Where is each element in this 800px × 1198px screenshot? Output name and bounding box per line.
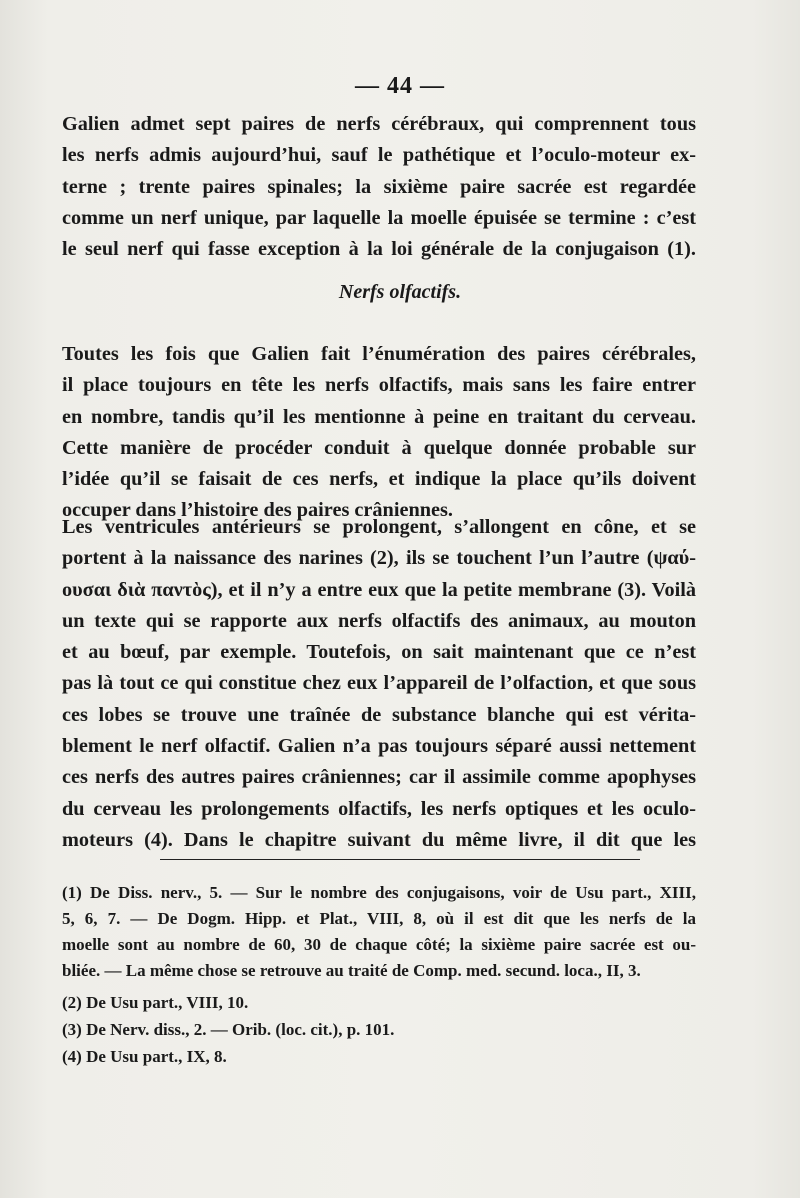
text-line: pas là tout ce qui constitue chez eux l’appareil de l’olfaction, et que sous — [62, 672, 696, 695]
text-line: ces nerfs des autres paires crâniennes; car il assimile comme apophyses — [62, 766, 696, 789]
text-line: du cerveau les prolongements olfactifs, les nerfs optiques et les oculo- — [62, 797, 696, 820]
footnote-line: bliée. — La même chose se retrouve au traité de Comp. med. secund. loca., II, 3. — [62, 961, 641, 980]
footnote-1 — [62, 880, 696, 984]
text-line: terne ; trente paires spinales; la sixième paire sacrée est regardée — [62, 175, 696, 198]
paragraph-1 — [62, 109, 696, 265]
text-line: comme un nerf unique, par laquelle la moelle épuisée se termine : c’est — [62, 206, 696, 229]
paragraph-3 — [62, 512, 696, 856]
footnote-rule — [160, 859, 640, 860]
text-line: moteurs (4). Dans le chapitre suivant du même livre, il dit que les — [62, 828, 696, 851]
text-line: et au bœuf, par exemple. Toutefois, on sait maintenant que ce n’est — [62, 641, 696, 664]
text-line: l’idée qu’il se faisait de ces nerfs, et indique la place qu’ils doivent — [62, 468, 696, 491]
footnote-2: (2) De Usu part., VIII, 10. — [62, 993, 249, 1012]
footnote-3: (3) De Nerv. diss., 2. — Orib. (loc. cit.), p. 101. — [62, 1020, 395, 1039]
text-line: en nombre, tandis qu’il les mentionne à peine en traitant du cerveau. — [62, 405, 696, 428]
text-line: un texte qui se rapporte aux nerfs olfactifs des animaux, au mouton — [62, 609, 696, 632]
footnote-4: (4) De Usu part., IX, 8. — [62, 1047, 227, 1066]
text-line: portent à la naissance des narines (2), ils se touchent l’un l’autre (ψαύ- — [62, 547, 696, 570]
page-number: — 44 — — [355, 73, 445, 99]
text-line: occuper dans l’histoire des paires crâniennes. — [62, 499, 453, 522]
paragraph-2 — [62, 339, 696, 527]
text-line: Les ventricules antérieurs se prolongent, s’allongent en cône, et se — [62, 516, 696, 538]
text-line: Cette manière de procéder conduit à quelque donnée probable sur — [62, 436, 696, 459]
text-line: Toutes les fois que Galien fait l’énumération des paires cérébrales, — [62, 343, 696, 365]
section-heading: Nerfs olfactifs. — [338, 281, 462, 303]
text-line: blement le nerf olfactif. Galien n’a pas toujours séparé aussi nettement — [62, 735, 696, 758]
footnote-line: 5, 6, 7. — De Dogm. Hipp. et Plat., VIII, 8, où il est dit que les nerfs de la — [62, 909, 696, 928]
text-line: le seul nerf qui fasse exception à la loi générale de la conjugaison (1). — [62, 238, 696, 261]
footnote-line: moelle sont au nombre de 60, 30 de chaque côté; la sixième paire sacrée est ou- — [62, 935, 696, 954]
text-line: ουσαι διὰ παντὸς), et il n’y a entre eux que la petite membrane (3). Voilà — [62, 578, 696, 601]
text-line: ces lobes se trouve une traînée de substance blanche qui est vérita- — [62, 703, 696, 726]
footnote-line: (1) De Diss. nerv., 5. — Sur le nombre des conjugaisons, voir de Usu part., XIII, — [62, 883, 696, 902]
text-line: Galien admet sept paires de nerfs cérébraux, qui comprennent tous — [62, 113, 696, 135]
text-line: les nerfs admis aujourd’hui, sauf le pathétique et l’oculo-moteur ex- — [62, 144, 696, 167]
text-line: il place toujours en tête les nerfs olfactifs, mais sans les faire entrer — [62, 374, 696, 397]
